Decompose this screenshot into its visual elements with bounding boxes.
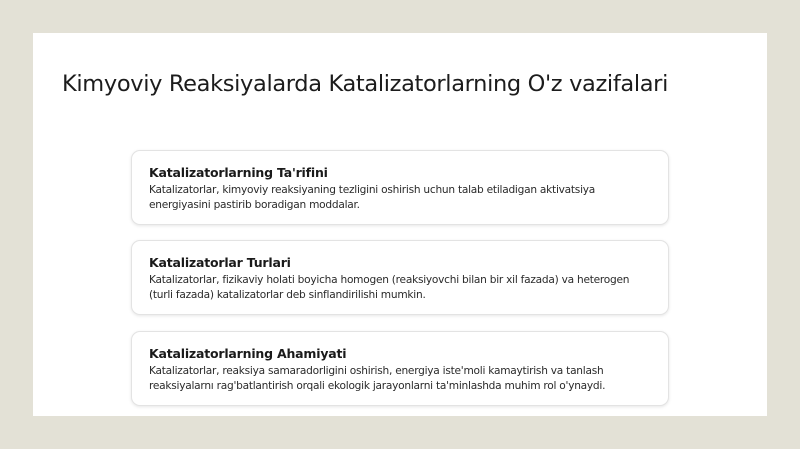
card-text: Katalizatorlar, fizikaviy holati boyicha homogen (reaksiyovchi bilan bir xil fazada) va heterogen (turli fazada) katalizatorlar deb sinflandirilishi mumkin. <box>149 274 630 301</box>
card-importance <box>131 331 669 406</box>
slide-title: Kimyoviy Reaksiyalarda Katalizatorlarning O'z vazifalari <box>62 71 668 97</box>
card-definition <box>131 150 669 225</box>
card-heading: Katalizatorlarning Ta'rifini <box>149 165 328 180</box>
card-types <box>131 240 669 315</box>
card-heading: Katalizatorlar Turlari <box>149 255 291 270</box>
card-text: Katalizatorlar, kimyoviy reaksiyaning tezligini oshirish uchun talab etiladigan aktivatsiya energiyasini pastirib boradigan moddalar. <box>149 184 596 211</box>
slide <box>33 33 767 416</box>
card-text: Katalizatorlar, reaksiya samaradorligini oshirish, energiya iste'moli kamaytirish va tanlash reaksiyalarnı rag'batlantirish orqali ekologik jarayonlarni ta'minlashda muhim rol o'ynaydi. <box>149 365 606 392</box>
card-heading: Katalizatorlarning Ahamiyati <box>149 346 347 361</box>
